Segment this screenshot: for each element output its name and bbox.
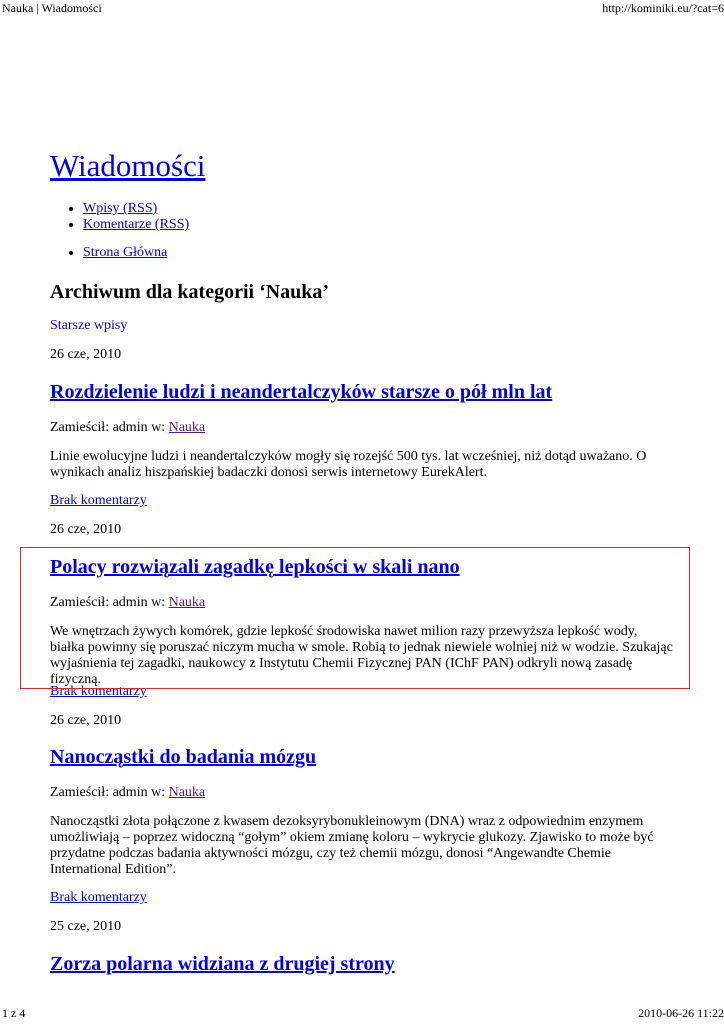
- post-date: 26 cze, 2010: [50, 522, 122, 537]
- archive-title: Archiwum dla kategorii ‘Nauka’: [50, 281, 330, 303]
- category-link[interactable]: Nauka: [168, 595, 206, 610]
- post-title: [50, 381, 552, 404]
- print-footer: [0, 1006, 724, 1024]
- feed-links: [50, 201, 189, 233]
- post-excerpt: We wnętrzach żywych komórek, gdzie lepkość środowiska nawet milion razy przewyższa lepkość wody, białka powinny się poruszać niczym mucha w smole. Robią to jednak niewiele wolniej niż w wodzie. Szukając wyjaśnienia tej zagadki, naukowcy z Instytutu Chemii Fizycznej PAN (IChF PAN) odkryli nową zasadę fizyczną.: [50, 624, 673, 687]
- post-date: 26 cze, 2010: [50, 347, 122, 362]
- post-date: 26 cze, 2010: [50, 713, 122, 728]
- site-title-link[interactable]: Wiadomości: [50, 148, 206, 183]
- nav-item-posts-rss: [83, 201, 189, 217]
- comments-link[interactable]: Brak komentarzy: [50, 890, 147, 905]
- home-link[interactable]: Strona Główna: [83, 245, 168, 260]
- page-links: [50, 245, 167, 261]
- post-date: 25 cze, 2010: [50, 919, 122, 934]
- post-meta: [50, 785, 205, 801]
- site-title: [50, 148, 205, 184]
- nav-item-home: [83, 245, 167, 261]
- comments-link[interactable]: Brak komentarzy: [50, 684, 147, 699]
- post-meta: [50, 595, 205, 611]
- print-page-number: 1 z 4: [2, 1006, 26, 1020]
- print-header: [0, 0, 724, 16]
- post-meta: [50, 420, 205, 436]
- post-title-link[interactable]: Zorza polarna widziana z drugiej strony: [50, 953, 395, 975]
- post-title-link[interactable]: Polacy rozwiązali zagadkę lepkości w skali nano: [50, 556, 460, 578]
- post-meta-author: Zamieścił: admin w:: [50, 595, 166, 610]
- comments-rss-link[interactable]: Komentarze (RSS): [83, 217, 190, 232]
- print-datetime: 2010-06-26 11:22: [638, 1006, 724, 1020]
- category-link[interactable]: Nauka: [168, 785, 206, 800]
- post-title-link[interactable]: Nanocząstki do badania mózgu: [50, 746, 317, 768]
- print-url: http://kominiki.eu/?cat=6: [602, 1, 724, 15]
- post-meta-author: Zamieścił: admin w:: [50, 785, 166, 800]
- post-title-link[interactable]: Rozdzielenie ludzi i neandertalczyków starsze o pół mln lat: [50, 381, 553, 403]
- older-entries-link[interactable]: Starsze wpisy: [50, 318, 128, 333]
- post-title: [50, 556, 460, 579]
- print-page-title: Nauka | Wiadomości: [2, 1, 102, 15]
- comments-link[interactable]: Brak komentarzy: [50, 493, 147, 508]
- post-title: [50, 953, 395, 976]
- posts-rss-link[interactable]: Wpisy (RSS): [83, 201, 158, 216]
- category-link[interactable]: Nauka: [168, 420, 206, 435]
- post-meta-author: Zamieścił: admin w:: [50, 420, 166, 435]
- post-title: [50, 746, 316, 769]
- nav-item-comments-rss: [83, 217, 189, 233]
- post-excerpt: Linie ewolucyjne ludzi i neandertalczyków mogły się rozejść 500 tys. lat wcześniej, niż dotąd uważano. O wynikach analiz hiszpańskiej badaczki donosi serwis internetowy EurekAlert.: [50, 449, 647, 480]
- post-excerpt: Nanocząstki złota połączone z kwasem dezoksyrybonukleinowym (DNA) wraz z odpowiednim enzymem umożliwiają – poprzez widoczną “gołym” okiem zmianę koloru – wykrycie glukozy. Zjawisko to może być przydatne podczas badania aktywności mózgu, czy też chemii mózgu, donosi “Angewandte Chemie International Edition”.: [50, 814, 654, 877]
